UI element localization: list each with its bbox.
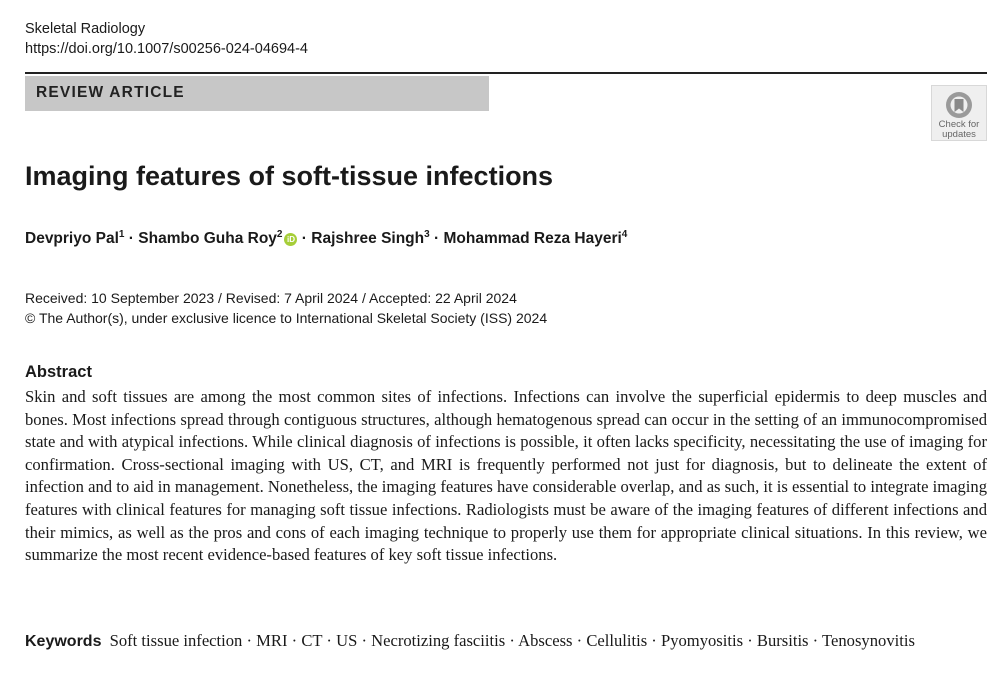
abstract-heading: Abstract [25, 363, 92, 381]
affiliation-number: 4 [621, 229, 628, 240]
check-for-updates-badge[interactable] [931, 85, 987, 141]
keywords-section [25, 630, 987, 654]
article-history [25, 288, 547, 328]
check-updates-line1: Check for [938, 119, 980, 130]
keywords-label: Keywords [25, 633, 102, 650]
author-separator: · [128, 230, 134, 248]
abstract-text: Skin and soft tissues are among the most common sites of infections. Infections can involve the superficial epidermis to deep muscles and bones. Most infections spread through contiguous structures, although hematogenous spread can occur in the setting of an immunocompromised state and with atypical infections. While clinical diagnosis of infections is possible, it often lacks specificity, necessitating the use of imaging for confirmation. Cross-sectional imaging with US, CT, and MRI is frequently performed not just for diagnosis, but to delineate the extent of infection and to aid in management. Nonetheless, the imaging features have considerable overlap, and as such, it is essential to integrate imaging features with clinical features for managing soft tissue infections. Radiologists must be aware of the imaging features of different infections and their mimics, as well as the pros and cons of each imaging technique to properly use them for appropriate clinical situations. In this review, we summarize the most recent evidence-based features of key soft tissue infections. [25, 387, 987, 565]
article-type: REVIEW ARTICLE [36, 84, 185, 101]
keywords-list: Soft tissue infection · MRI · CT · US · Necrotizing fasciitis · Abscess · Cellulitis · Pyomyositis · Bursitis · Tenosynovitis [109, 631, 915, 650]
check-for-updates-icon [944, 90, 974, 120]
received-dates: Received: 10 September 2023 / Revised: 7 April 2024 / Accepted: 22 April 2024 [25, 290, 517, 306]
affiliation-number: 2 [276, 229, 283, 240]
article-type-banner [25, 76, 489, 111]
article-title: Imaging features of soft-tissue infections [25, 161, 554, 191]
author-name[interactable]: Rajshree Singh [311, 230, 425, 248]
journal-header [25, 19, 308, 59]
author-name[interactable]: Mohammad Reza Hayeri [443, 230, 622, 248]
author-separator: · [434, 230, 440, 248]
journal-name: Skeletal Radiology [25, 21, 146, 37]
affiliation-number: 3 [424, 229, 430, 240]
author-separator: · [301, 230, 307, 248]
copyright-notice: © The Author(s), under exclusive licence to International Skeletal Society (ISS) 2024 [25, 310, 548, 326]
header-rule [25, 72, 987, 74]
orcid-icon[interactable]: iD [284, 233, 297, 246]
doi-link[interactable]: https://doi.org/10.1007/s00256-024-04694-4 [25, 41, 308, 57]
affiliation-number: 1 [118, 229, 125, 240]
author-name[interactable]: Devpriyo Pal [25, 230, 119, 248]
author-name[interactable]: Shambo Guha Roy [138, 230, 277, 248]
author-list [25, 229, 627, 248]
check-updates-line2: updates [942, 129, 976, 140]
